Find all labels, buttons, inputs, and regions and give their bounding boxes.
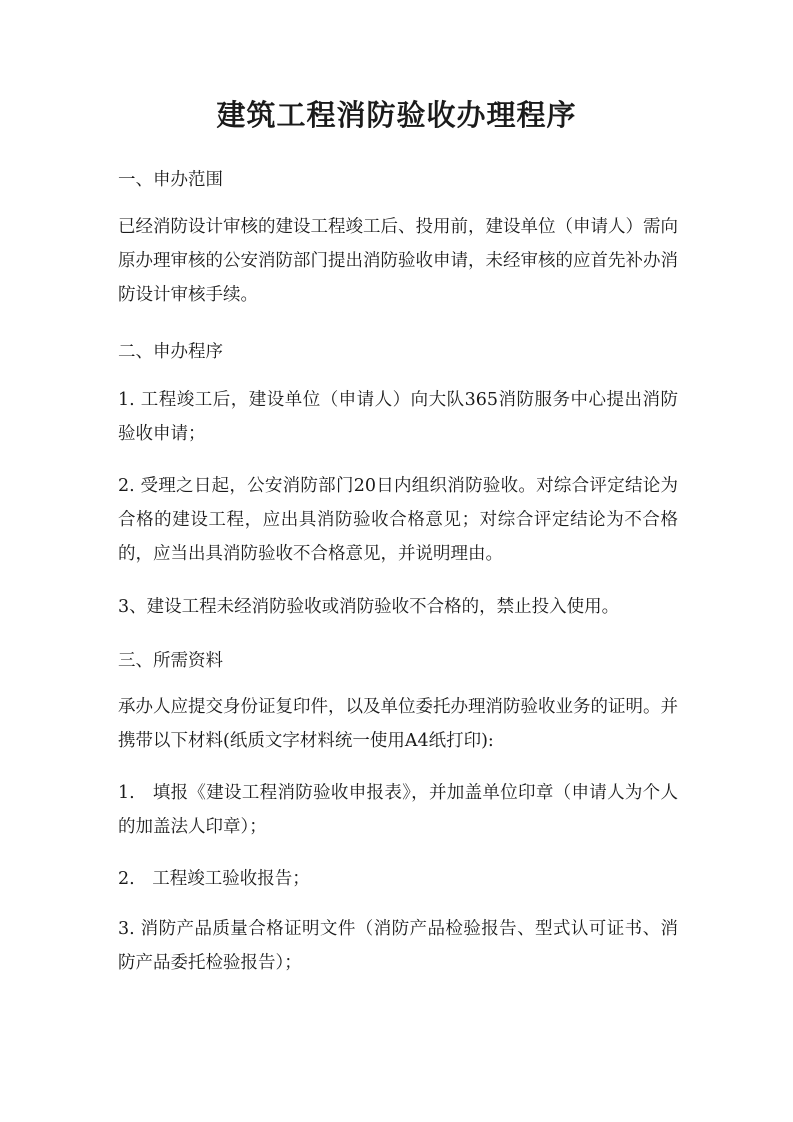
document-title: 建筑工程消防验收办理程序 [216, 98, 577, 132]
section-1-paragraph-1: 已经消防设计审核的建设工程竣工后、投用前，建设单位（申请人）需向原办理审核的公安消防部门提出消防验收申请，未经审核的应首先补办消防设计审核手续。 [118, 217, 678, 305]
section-2-item-2: 2. 受理之日起，公安消防部门20日内组织消防验收。对综合评定结论为合格的建设工程，应出具消防验收合格意见；对综合评定结论为不合格的，应当出具消防验收不合格意见，并说明理由。 [118, 476, 678, 564]
section-2-item-3: 3、建设工程未经消防验收或消防验收不合格的，禁止投入使用。 [118, 597, 620, 617]
section-2-item-1: 1. 工程竣工后，建设单位（申请人）向大队365消防服务中心提出消防验收申请； [118, 390, 678, 444]
section-2-heading: 二、申办程序 [118, 342, 223, 362]
section-3-item-1: 1. 填报《建设工程消防验收申报表》，并加盖单位印章（申请人为个人的加盖法人印章）； [118, 783, 678, 837]
section-3-item-2: 2. 工程竣工验收报告； [118, 869, 310, 889]
section-1-heading: 一、申办范围 [118, 170, 223, 190]
section-3-paragraph-1: 承办人应提交身份证复印件，以及单位委托办理消防验收业务的证明。并携带以下材料(纸质文字材料统一使用A4纸打印): [118, 697, 678, 751]
section-3-item-3: 3. 消防产品质量合格证明文件（消防产品检验报告、型式认可证书、消防产品委托检验报告）； [118, 919, 678, 973]
section-3-heading: 三、所需资料 [118, 651, 223, 671]
